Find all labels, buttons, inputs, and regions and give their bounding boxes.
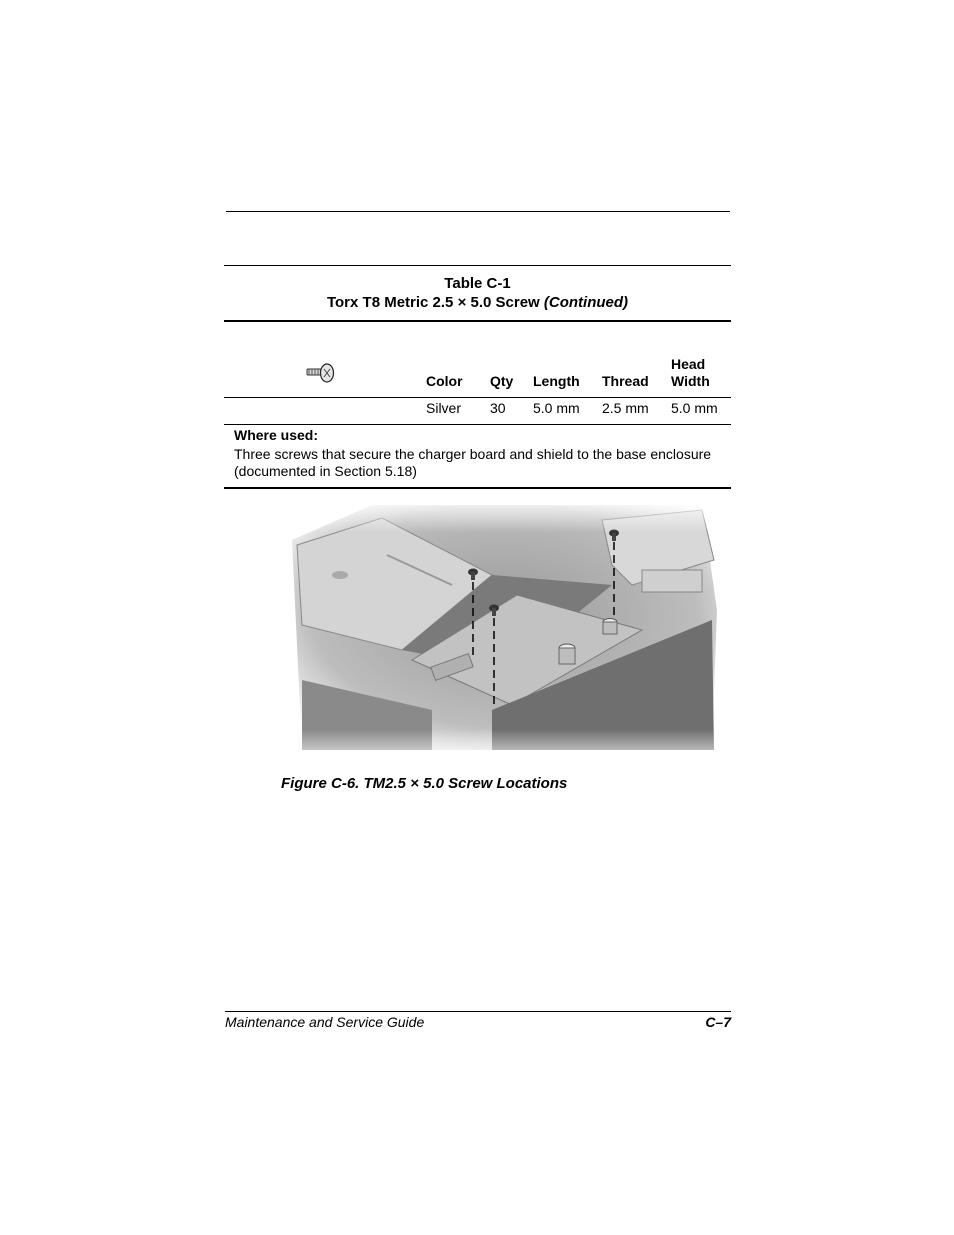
- table-title: [224, 294, 731, 311]
- header-thread: Thread: [602, 373, 649, 389]
- cell-color: Silver: [426, 400, 462, 416]
- where-used-line-2: (documented in Section 5.18): [234, 463, 417, 479]
- cell-qty: 30: [490, 400, 506, 416]
- row-rule: [224, 424, 731, 425]
- table-title-suffix: (Continued): [543, 294, 629, 311]
- cell-thread: 2.5 mm: [602, 400, 649, 416]
- top-rule: [226, 211, 730, 212]
- footer-rule: [225, 1011, 731, 1012]
- table-bottom-rule: [224, 487, 731, 489]
- header-head-width-line1: Head: [671, 356, 706, 372]
- header-head-width-line2: Width: [671, 373, 710, 389]
- where-used-line-1: Three screws that secure the charger board and shield to the base enclosure: [234, 446, 712, 462]
- cell-length: 5.0 mm: [533, 400, 580, 416]
- figure-caption: Figure C-6. TM2.5 × 5.0 Screw Locations: [281, 775, 568, 792]
- screw-icon: [305, 361, 335, 385]
- header-length: Length: [533, 373, 580, 389]
- table-top-rule: [224, 265, 731, 266]
- header-rule: [224, 397, 731, 398]
- header-color: Color: [426, 373, 463, 389]
- footer-page-number: C–7: [705, 1014, 731, 1030]
- header-qty: Qty: [490, 373, 514, 389]
- table-title-rule: [224, 320, 731, 322]
- footer-guide-title: Maintenance and Service Guide: [225, 1014, 425, 1030]
- table-number: Table C-1: [444, 275, 511, 292]
- where-used-label: Where used:: [234, 427, 319, 443]
- cell-head-width: 5.0 mm: [671, 400, 718, 416]
- figure-illustration: [282, 500, 722, 770]
- table-title-main: Torx T8 Metric 2.5 × 5.0 Screw: [326, 294, 540, 311]
